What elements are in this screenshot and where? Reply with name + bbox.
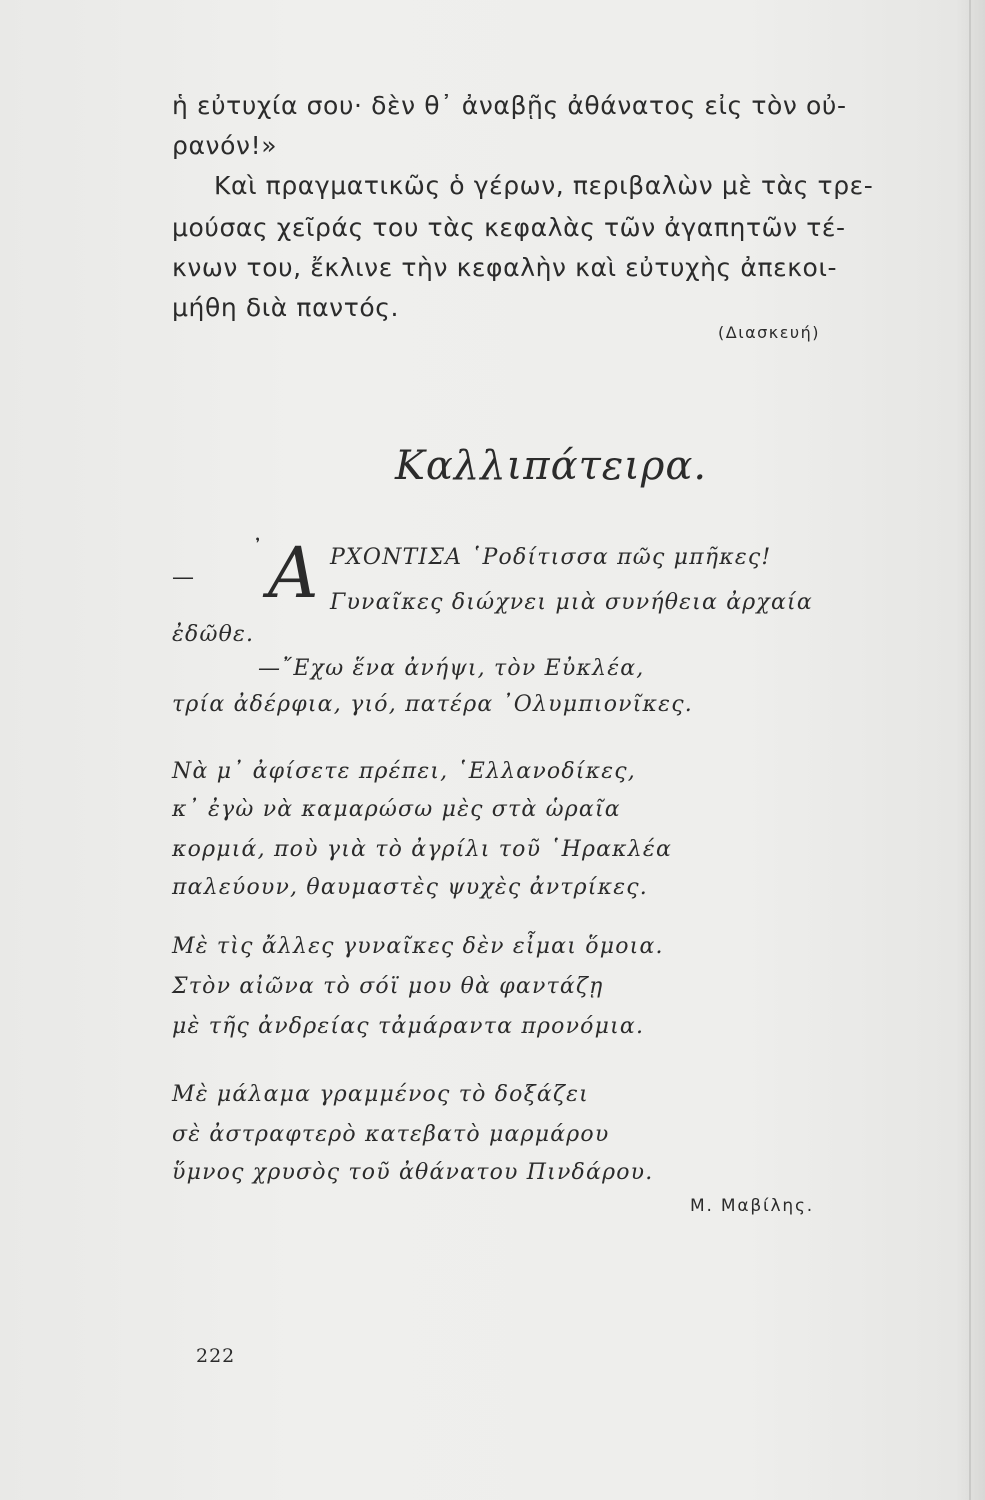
verse-line: Γυναῖκες διώχνει μιὰ συνήθεια ἀρχαία: [330, 590, 813, 615]
opening-apostrophe: ᾽: [252, 537, 263, 562]
verse-line: Μὲ μάλαμα γραμμένος τὸ δοξάζει: [172, 1082, 589, 1107]
prose-attribution: (Διασκευή): [718, 323, 821, 342]
verse-line: ἐδῶθε.: [172, 622, 255, 647]
verse-line: ΡΧΟΝΤΙΣΑ ῾Ροδίτισσα πῶς μπῆκες!: [330, 545, 772, 570]
opening-dash: —: [172, 565, 194, 590]
prose-line-3: Καὶ πραγματικῶς ὁ γέρων, περιβαλὼν μὲ τὰς τρε-: [214, 171, 874, 200]
verse-line: Μὲ τὶς ἄλλες γυναῖκες δὲν εἶμαι ὅμοια.: [172, 934, 664, 959]
prose-line-2: ρανόν!»: [172, 131, 278, 160]
prose-line-6: μήθη διὰ παντός.: [172, 293, 400, 322]
verse-line: σὲ ἀστραφτερὸ κατεβατὸ μαρμάρου: [172, 1122, 610, 1147]
verse-line: τρία ἀδέρφια, γιό, πατέρα ᾽Ολυμπιονῖκες.: [172, 692, 693, 717]
poem-title: Καλλιπάτειρα.: [395, 443, 708, 489]
verse-line: Νὰ μ᾽ ἀφίσετε πρέπει, ῾Ελλανοδίκες,: [172, 759, 636, 784]
verse-line: κορμιά, ποὺ γιὰ τὸ ἀγρίλι τοῦ ῾Ηρακλέα: [172, 837, 672, 862]
verse-line: Στὸν αἰῶνα τὸ σόϊ μου θὰ φαντάζῃ: [172, 974, 604, 999]
prose-line-4: μούσας χεῖράς του τὰς κεφαλὰς τῶν ἀγαπητῶν τέ-: [172, 213, 846, 242]
drop-cap: Α: [268, 532, 319, 614]
prose-line-1: ἡ εὐτυχία σου· δὲν θ᾽ ἀναβῇς ἀθάνατος εἰς τὸν οὐ-: [172, 91, 847, 120]
poem-signature: Μ. Μαβίλης.: [690, 1196, 814, 1216]
verse-line: μὲ τῆς ἀνδρείας τἀμάραντα προνόμια.: [172, 1014, 645, 1039]
verse-line: κ᾽ ἐγὼ νὰ καμαρώσω μὲς στὰ ὡραῖα: [172, 797, 621, 822]
verse-line: —῎Εχω ἕνα ἀνήψι, τὸν Εὐκλέα,: [258, 656, 645, 681]
verse-line: ὕμνος χρυσὸς τοῦ ἀθάνατου Πινδάρου.: [172, 1160, 654, 1185]
prose-line-5: κνων του, ἔκλινε τὴν κεφαλὴν καὶ εὐτυχὴς ἀπεκοι-: [172, 253, 838, 282]
page-edge: [969, 0, 971, 1500]
verse-line: παλεύουν, θαυμαστὲς ψυχὲς ἀντρίκες.: [172, 875, 648, 900]
page-number: 222: [196, 1345, 236, 1367]
